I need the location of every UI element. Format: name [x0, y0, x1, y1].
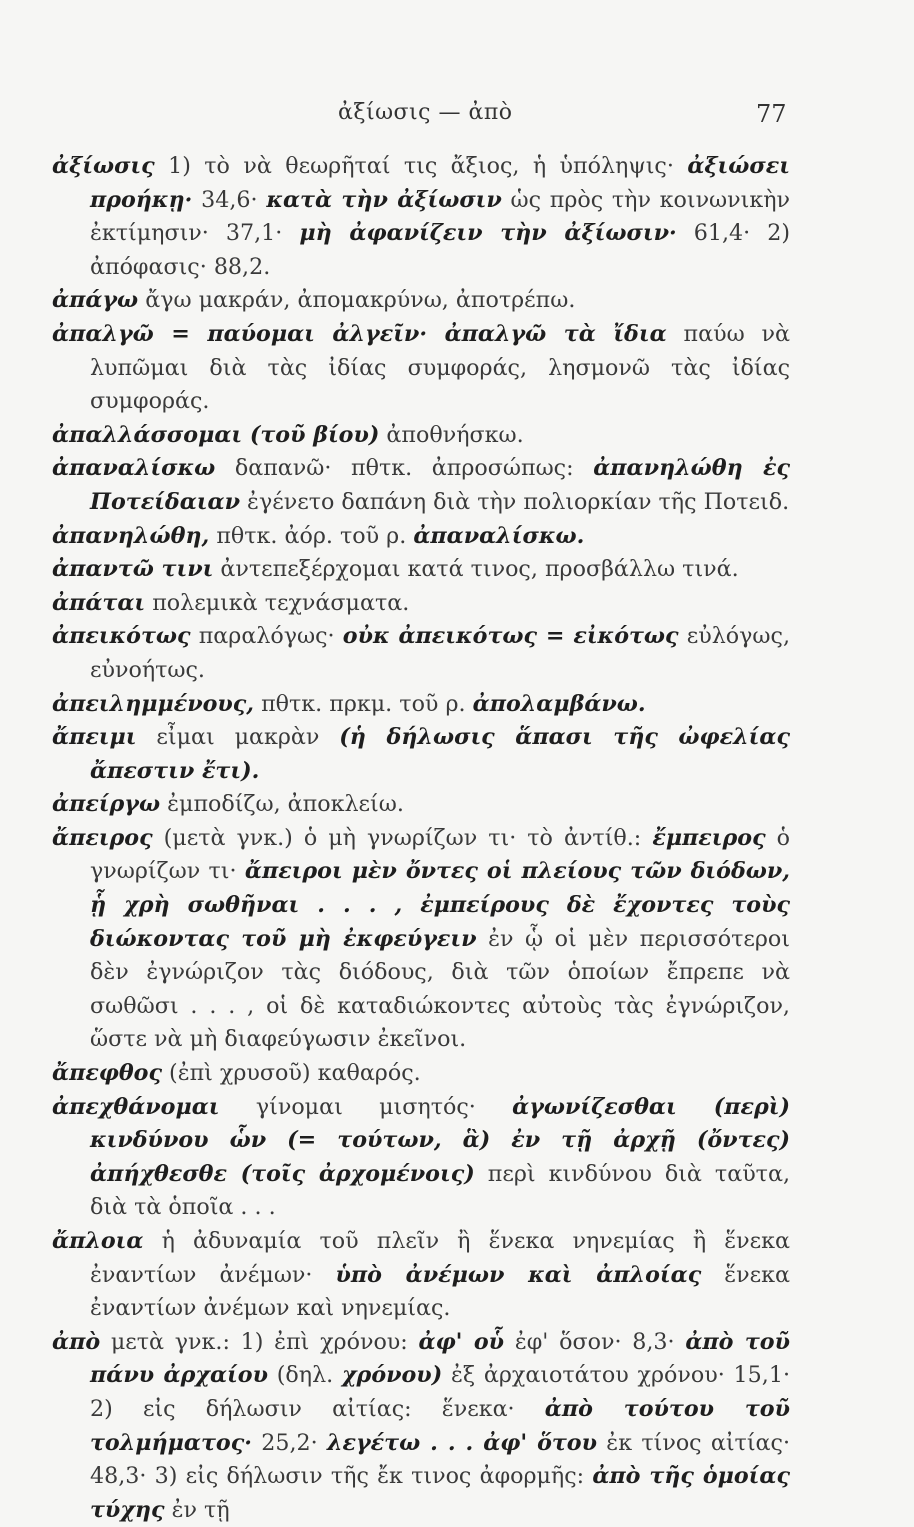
- headword: ἄπλοια: [52, 1228, 144, 1254]
- glossary-entry: [52, 284, 790, 318]
- glossary-entry: [52, 1225, 790, 1326]
- glossary-entries: [52, 150, 790, 1527]
- headword: ἄπειμι: [52, 724, 137, 751]
- headword: ἄπειρος: [52, 824, 153, 851]
- greek-quote: ἀφ' οὗ: [418, 1328, 505, 1355]
- gloss-text: ἐν τῇ: [164, 1496, 230, 1523]
- glossary-entry: [52, 721, 790, 788]
- page-number: 77: [756, 100, 787, 128]
- headword: ἀπανηλώθη,: [52, 522, 210, 549]
- gloss-text: εὐλόγως, εὐνοήτως.: [90, 623, 790, 683]
- running-head: [0, 100, 914, 134]
- headword: ἀπὸ: [52, 1328, 101, 1355]
- gloss-text: 61,4· 2) ἀπόφασις· 88,2.: [90, 220, 790, 280]
- headword: ἀπαναλίσκω: [52, 455, 216, 482]
- greek-quote: ἄπειροι μὲν ὄντες οἱ πλείους τῶν διόδων, ᾗ χρὴ σωθῆναι . . . , ἐμπείρους δὲ ἔχοντες τοὺς διώκοντας τοῦ μὴ ἐκφεύγειν: [90, 858, 790, 952]
- greek-quote: ἀπανηλώθη ἐς Ποτείδαιαν: [90, 455, 790, 515]
- headword: ἀπείργω: [52, 791, 161, 818]
- headword: ἀπαντῶ τινι: [52, 556, 214, 583]
- glossary-entry: [52, 620, 790, 687]
- gloss-text: (μετὰ γνκ.) ὁ μὴ γνωρίζων τι· τὸ ἀντίθ.:: [152, 824, 653, 851]
- glossary-entry: [52, 1326, 790, 1527]
- gloss-text: ἐκ τίνος αἰτίας· 48,3· 3) εἰς δήλωσιν τῆς ἔκ τινος ἀφορμῆς:: [90, 1429, 790, 1490]
- glossary-entry: [52, 587, 790, 621]
- gloss-text: 1) τὸ νὰ θεωρῆταί τις ἄξιος, ἡ ὑπόληψις·: [154, 153, 688, 179]
- gloss-text: (δηλ.: [267, 1362, 342, 1389]
- gloss-text: ἡ ἀδυναμία τοῦ πλεῖν ἢ ἕνεκα νηνεμίας ἢ ἕνεκα ἐναντίων ἀνέμων·: [90, 1228, 790, 1288]
- glossary-entry: [52, 520, 790, 554]
- greek-quote: οὐκ ἀπεικότως = εἰκότως: [342, 623, 679, 650]
- gloss-text: γίνομαι μισητός·: [219, 1093, 513, 1120]
- gloss-text: ἕνεκα ἐναντίων ἀνέμων καὶ νηνεμίας.: [90, 1261, 790, 1322]
- headword: ἀπάγω: [52, 287, 139, 314]
- glossary-entry: [52, 452, 790, 519]
- greek-quote: χρόνου): [341, 1362, 443, 1389]
- glossary-entry: [52, 788, 790, 822]
- greek-quote: ἔμπειρος: [652, 824, 766, 851]
- gloss-text: ἐμποδίζω, ἀποκλείω.: [160, 791, 404, 818]
- gloss-text: ἐν ᾧ οἱ μὲν περισσότεροι δὲν ἐγνώριζον τὰς διόδους, διὰ τῶν ὁποίων ἔπρεπε νὰ σωθῶσι . . . , οἱ δὲ καταδιώκοντες αὐτοὺς τὰς ἐγνώριζον, ὥστε νὰ μὴ διαφεύγωσιν ἐκεῖνοι.: [90, 925, 790, 1053]
- glossary-entry: [52, 150, 790, 284]
- greek-quote: ἀπὸ τοῦ πάνυ ἀρχαίου: [90, 1328, 790, 1389]
- gloss-text: παύω νὰ λυπῶμαι διὰ τὰς ἰδίας συμφοράς, λησμονῶ τὰς ἰδίας συμφοράς.: [90, 320, 790, 415]
- headword: ἀπαλλάσσομαι (τοῦ βίου): [52, 421, 380, 448]
- gloss-text: ἐγένετο δαπάνη διὰ τὴν πολιορκίαν τῆς Ποτειδ.: [240, 488, 790, 515]
- gloss-text: περὶ κινδύνου διὰ ταῦτα, διὰ τὰ ὁποῖα . . .: [90, 1160, 790, 1221]
- glossary-entry: [52, 318, 790, 419]
- greek-quote: ἀγωνίζεσθαι (περὶ) κινδύνου ὧν (= τούτων, ἃ) ἐν τῇ ἀρχῇ (ὄντες) ἀπήχθεσθε (τοῖς ἀρχομένοις): [90, 1093, 790, 1187]
- greek-quote: μὴ ἀφανίζειν τὴν ἀξίωσιν·: [299, 220, 677, 247]
- greek-quote: ὑπὸ ἀνέμων καὶ ἀπλοίας: [335, 1261, 702, 1288]
- greek-quote: ἀπὸ τῆς ὁμοίας τύχης: [90, 1463, 790, 1523]
- gloss-text: ἀποθνήσκω.: [379, 421, 524, 448]
- gloss-text: πθτκ. ἀόρ. τοῦ ρ.: [209, 522, 414, 549]
- gloss-text: πθτκ. πρκμ. τοῦ ρ.: [254, 690, 473, 717]
- glossary-entry: [52, 419, 790, 453]
- running-title: ἀξίωσις — ἀπὸ: [338, 100, 513, 125]
- gloss-text: ἐξ ἀρχαιοτάτου χρόνου· 15,1· 2) εἰς δήλωσιν αἰτίας: ἕνεκα·: [90, 1362, 791, 1422]
- headword: ἀπεικότως: [52, 623, 191, 650]
- glossary-entry: [52, 1091, 790, 1225]
- gloss-text: μετὰ γνκ.: 1) ἐπὶ χρόνου:: [100, 1328, 419, 1355]
- gloss-text: 34,6·: [192, 186, 267, 213]
- headword: ἀπαλγῶ = παύομαι ἀλγεῖν· ἀπαλγῶ τὰ ἴδια: [52, 320, 667, 347]
- gloss-text: (ἐπὶ χρυσοῦ) καθαρός.: [161, 1060, 421, 1087]
- gloss-text: δαπανῶ· πθτκ. ἀπροσώπως:: [215, 455, 594, 482]
- gloss-text: παραλόγως·: [190, 623, 343, 650]
- headword: ἄπεφθος: [52, 1060, 162, 1087]
- greek-quote: ἀπὸ τούτου τοῦ τολμήματος·: [90, 1395, 790, 1456]
- glossary-entry: [52, 688, 790, 722]
- glossary-entry: [52, 822, 790, 1057]
- greek-quote: ἀπαναλίσκω.: [413, 522, 585, 549]
- headword: ἀξίωσις: [52, 153, 155, 179]
- gloss-text: ἄγω μακράν, ἀπομακρύνω, ἀποτρέπω.: [138, 287, 576, 314]
- gloss-text: εἶμαι μακρὰν: [136, 724, 340, 751]
- gloss-text: ἐφ' ὅσον· 8,3·: [504, 1328, 686, 1355]
- headword: ἀπειλημμένους,: [52, 690, 255, 717]
- glossary-entry: [52, 1057, 790, 1091]
- greek-quote: ἀπολαμβάνω.: [472, 690, 646, 717]
- gloss-text: πολεμικὰ τεχνάσματα.: [145, 589, 410, 616]
- gloss-text: ἀντεπεξέρχομαι κατά τινος, προσβάλλω τινά.: [213, 556, 739, 583]
- headword: ἀπεχθάνομαι: [52, 1093, 220, 1120]
- gloss-text: 25,2·: [251, 1429, 327, 1456]
- gloss-text: ὁ γνωρίζων τι·: [90, 824, 790, 885]
- greek-quote: κατὰ τὴν ἀξίωσιν: [266, 186, 502, 213]
- greek-quote: (ἡ δήλωσις ἅπασι τῆς ὠφελίας ἄπεστιν ἔτι).: [90, 724, 790, 784]
- greek-quote: ἀξιώσει προήκῃ·: [90, 153, 790, 213]
- glossary-entry: [52, 553, 790, 587]
- headword: ἀπάται: [52, 589, 146, 616]
- greek-quote: λεγέτω . . . ἀφ' ὅτου: [326, 1429, 598, 1456]
- gloss-text: ὡς πρὸς τὴν κοινωνικὴν ἐκτίμησιν· 37,1·: [90, 186, 790, 247]
